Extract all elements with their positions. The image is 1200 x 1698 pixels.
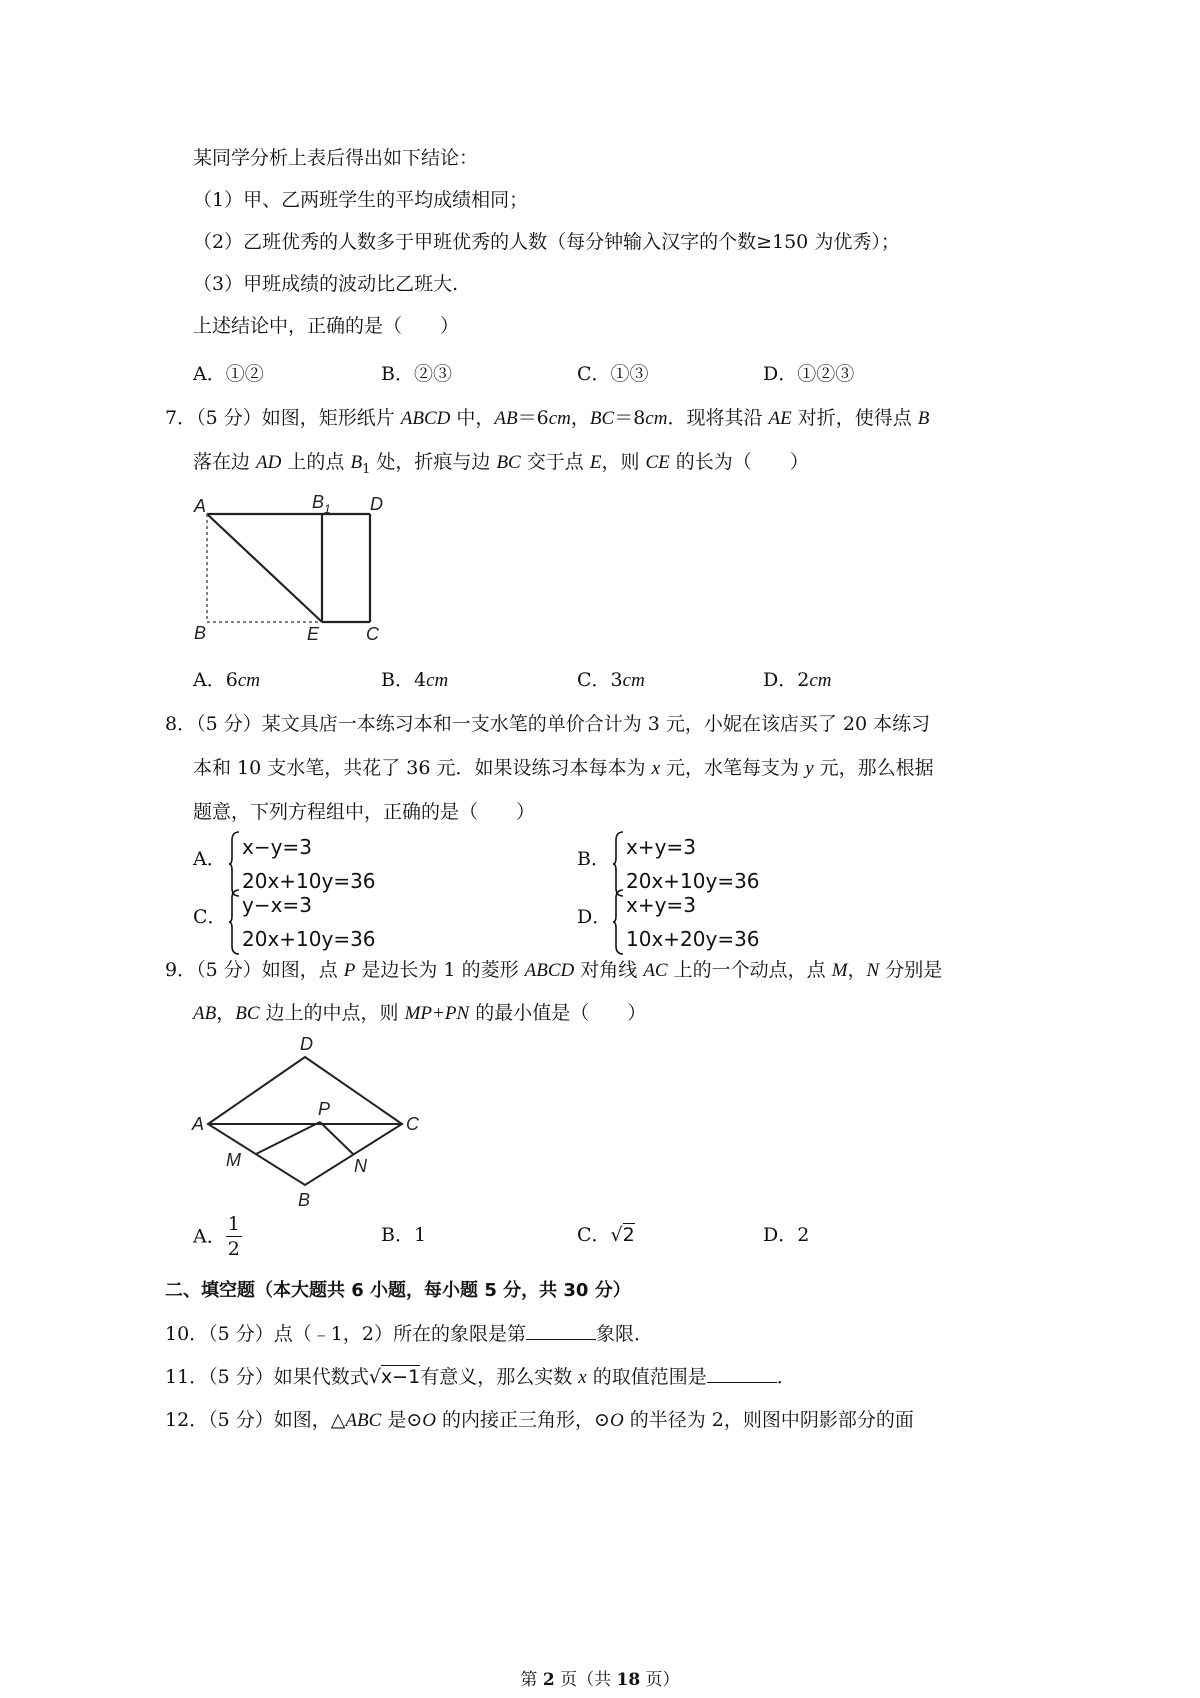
fig9-label-c: C: [406, 1114, 419, 1134]
brace-icon: [612, 888, 624, 956]
q8-option-d-system: x+y=3 10x+20y=36: [612, 888, 772, 956]
q8-option-c-system: y−x=3 20x+10y=36: [228, 888, 388, 956]
fig9-label-p: P: [318, 1099, 331, 1119]
fig9-label-a: A: [192, 1114, 205, 1134]
question-7-line-1: 7．（5 分）如图，矩形纸片 ABCD 中，AB＝6cm，BC＝8cm．现将其沿 AE 对折，使得点 B: [165, 407, 930, 429]
conclusion-3: （3）甲班成绩的波动比乙班大.: [193, 273, 459, 295]
brace-icon: [228, 888, 240, 956]
question-9-line-1: 9．（5 分）如图，点 P 是边长为 1 的菱形 ABCD 对角线 AC 上的一个动点，点 M，N 分别是: [165, 959, 943, 981]
page-footer: 第 2 页（共 18 页）: [520, 1670, 680, 1690]
question-8-line-2: 本和 10 支水笔，共花了 36 元．如果设练习本每本为 x 元，水笔每支为 y 元，那么根据: [193, 757, 934, 779]
fraction-one-half: $\frac{1}{2}$: [227, 1213, 240, 1260]
question-8-line-3: 题意，下列方程组中，正确的是（ ）: [193, 801, 536, 823]
fig7-label-b1-sub: 1: [324, 502, 331, 516]
fig7-label-b: B: [194, 623, 207, 643]
conclusion-1: （1）甲、乙两班学生的平均成绩相同；: [193, 189, 529, 211]
q8-option-b-letter: B．: [577, 848, 610, 870]
q7-option-d: D．2cm: [763, 669, 832, 691]
fig9-label-m: M: [226, 1150, 241, 1170]
q8-option-b-system: x+y=3 20x+10y=36: [612, 830, 772, 898]
answer-blank[interactable]: [707, 1364, 777, 1383]
q9-option-d: D．2: [763, 1224, 810, 1246]
conclusion-2: （2）乙班优秀的人数多于甲班优秀的人数（每分钟输入汉字的个数≥150 为优秀）；: [193, 231, 900, 253]
answer-blank[interactable]: [526, 1321, 596, 1340]
q6-option-d: D．①②③: [763, 363, 855, 385]
fig7-label-a: A: [194, 496, 207, 516]
q6-option-c: C．①③: [577, 363, 649, 385]
question-6-ask: 上述结论中，正确的是（ ）: [193, 315, 460, 337]
q7-option-c: C．3cm: [577, 669, 645, 691]
question-9-line-2: AB，BC 边上的中点，则 MP+PN 的最小值是（ ）: [193, 1002, 647, 1024]
q6-option-b: B．②③: [381, 363, 452, 385]
question-11: 11．（5 分）如果代数式√x−1有意义，那么实数 x 的取值范围是 ．: [165, 1366, 796, 1388]
q7-option-b: B．4cm: [381, 669, 449, 691]
q9-option-c: C．√2: [577, 1224, 635, 1246]
q8-option-a-letter: A．: [193, 848, 226, 870]
q9-rhombus-figure: [188, 1030, 438, 1210]
q7-option-a: A．6cm: [193, 669, 260, 691]
question-7-line-2: 落在边 AD 上的点 $B_1$ 处，折痕与边 BC 交于点 E，则 CE 的长为（ ）: [193, 451, 809, 477]
q9-option-a: A． $\frac{1}{2}$: [193, 1213, 240, 1260]
question-10: 10．（5 分）点（﹣1，2）所在的象限是第 象限．: [165, 1323, 653, 1345]
intro-text: 某同学分析上表后得出如下结论：: [193, 147, 479, 169]
q8-option-a-system: x−y=3 20x+10y=36: [228, 830, 388, 898]
fig7-label-d: D: [370, 494, 383, 514]
question-8-line-1: 8．（5 分）某文具店一本练习本和一支水笔的单价合计为 3 元，小妮在该店买了 20 本练习: [165, 713, 931, 735]
q9-option-b: B．1: [381, 1224, 427, 1246]
q8-option-d-letter: D．: [577, 906, 612, 928]
q8-option-c-letter: C．: [193, 906, 227, 928]
q6-option-a: A．①②: [193, 363, 264, 385]
sqrt-icon: √: [368, 1366, 381, 1388]
sqrt-icon: √: [610, 1224, 623, 1246]
fig9-label-n: N: [354, 1156, 367, 1176]
fig7-label-c: C: [366, 624, 379, 644]
fig9-label-b: B: [298, 1190, 311, 1210]
q7-rectangle-figure: [190, 490, 400, 650]
question-12: 12．（5 分）如图，△ABC 是⊙O 的内接正三角形，⊙O 的半径为 2，则图中阴影部分的面: [165, 1409, 914, 1431]
fig9-label-d: D: [300, 1034, 313, 1054]
fig7-label-e: E: [307, 624, 320, 644]
fig7-label-b1: B: [312, 492, 325, 512]
section-2-heading: 二、填空题（本大题共 6 小题，每小题 5 分，共 30 分）: [165, 1280, 631, 1301]
